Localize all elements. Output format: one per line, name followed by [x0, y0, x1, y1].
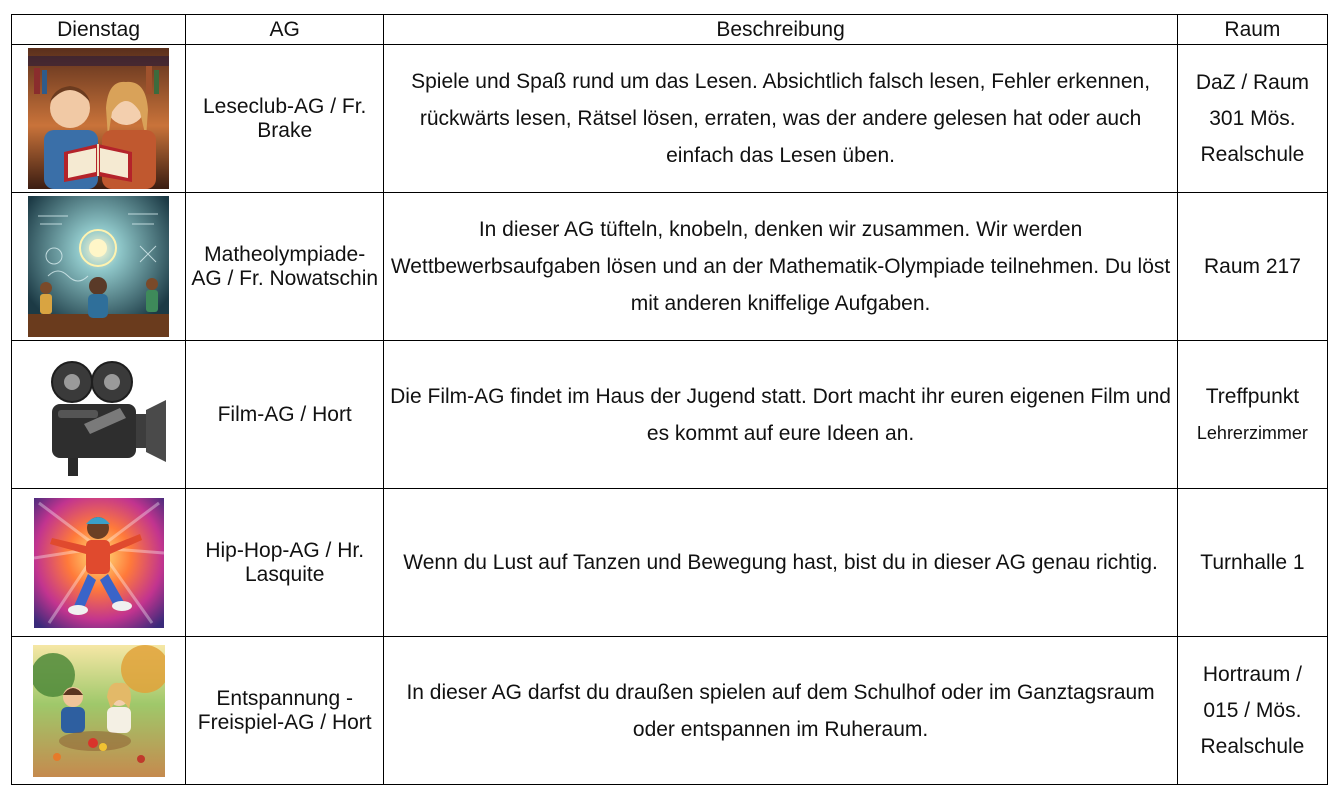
hip-hop-dancer-icon	[34, 498, 164, 628]
description-cell	[384, 637, 1178, 785]
ag-name: Leseclub-AG / Fr. Brake	[202, 94, 367, 142]
math-chalkboard-children-icon	[28, 196, 169, 337]
description-cell	[384, 45, 1178, 193]
room-line: Treffpunkt	[1205, 384, 1300, 408]
ag-description: Spiele und Spaß rund um das Lesen. Absichtlich falsch lesen, Fehler erkennen, rückwärts lesen, Rätsel lösen, erraten, was der andere gelesen hat oder auch einfach das Lesen üben.	[411, 70, 1151, 167]
movie-camera-icon	[28, 344, 169, 485]
ag-name: Hip-Hop-AG / Hr. Lasquite	[205, 538, 365, 586]
room-cell	[1177, 341, 1327, 489]
header-description: Beschreibung	[384, 15, 1178, 45]
ag-name: Film-AG / Hort	[217, 402, 352, 426]
table-row	[12, 45, 1328, 193]
room-line: 301 Mös.	[1209, 106, 1296, 130]
description-cell	[384, 193, 1178, 341]
table-row	[12, 341, 1328, 489]
room-line: Lehrerzimmer	[1196, 422, 1308, 443]
room-line: DaZ / Raum	[1195, 70, 1310, 94]
image-cell	[12, 341, 186, 489]
image-cell	[12, 637, 186, 785]
ag-description: In dieser AG tüfteln, knobeln, denken wir zusammen. Wir werden Wettbewerbsaufgaben lösen und an der Mathematik-Olympiade teilnehmen. Du löst mit anderen kniffelige Aufgaben.	[390, 218, 1171, 315]
description-cell	[384, 489, 1178, 637]
description-cell	[384, 341, 1178, 489]
ag-name-cell	[186, 489, 384, 637]
ag-name-cell	[186, 45, 384, 193]
room-cell	[1177, 637, 1327, 785]
header-day: Dienstag	[12, 15, 186, 45]
children-reading-book-icon	[28, 48, 169, 189]
room-line: Raum 217	[1203, 254, 1301, 278]
table-row	[12, 193, 1328, 341]
room-line: Hortraum /	[1202, 662, 1303, 686]
image-cell	[12, 489, 186, 637]
ag-description: In dieser AG darfst du draußen spielen auf dem Schulhof oder im Ganztagsraum oder entspannen im Ruheraum.	[406, 680, 1155, 741]
ag-name: Matheolympiade-AG / Fr. Nowatschin	[191, 242, 379, 290]
table-row	[12, 489, 1328, 637]
ag-name-cell	[186, 193, 384, 341]
children-playing-outdoors-icon	[33, 645, 165, 777]
room-line: Realschule	[1200, 734, 1305, 758]
room-line: Realschule	[1200, 142, 1305, 166]
room-cell	[1177, 489, 1327, 637]
ag-name-cell	[186, 637, 384, 785]
image-cell	[12, 45, 186, 193]
header-ag: AG	[186, 15, 384, 45]
ag-description: Die Film-AG findet im Haus der Jugend statt. Dort macht ihr euren eigenen Film und es kommt auf eure Ideen an.	[390, 384, 1171, 445]
ag-schedule-table	[11, 14, 1328, 785]
ag-description: Wenn du Lust auf Tanzen und Bewegung hast, bist du in dieser AG genau richtig.	[403, 551, 1158, 574]
ag-name: Entspannung - Freispiel-AG / Hort	[197, 686, 372, 734]
header-row	[12, 15, 1328, 45]
ag-name-cell	[186, 341, 384, 489]
header-room: Raum	[1177, 15, 1327, 45]
table-row	[12, 637, 1328, 785]
room-line: 015 / Mös.	[1203, 698, 1302, 722]
room-cell	[1177, 193, 1327, 341]
room-line: Turnhalle 1	[1200, 550, 1305, 574]
room-cell	[1177, 45, 1327, 193]
image-cell	[12, 193, 186, 341]
